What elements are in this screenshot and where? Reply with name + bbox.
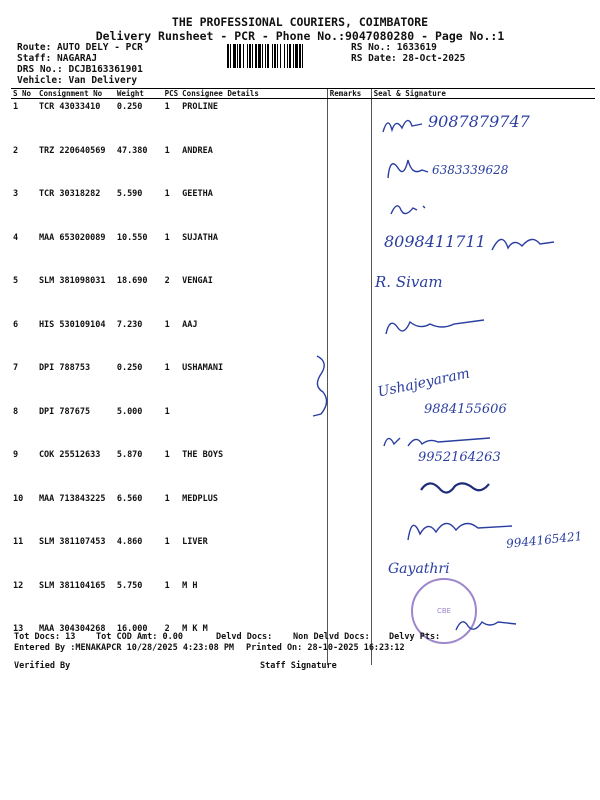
pcs: 1 [164,319,170,330]
pcs: 1 [164,363,170,373]
consignment-no: MAA 713843225 [38,493,106,504]
consignee: MEDPLUS [182,493,218,504]
handwritten-phone-8: 9884155606 [424,402,507,417]
staff-signature-label: Staff Signature [260,661,337,671]
table-row [11,447,595,491]
pcs: 1 [164,102,170,112]
signature-scribble-2 [382,150,432,184]
consignee: M K M [182,624,208,634]
remarks-cell [327,404,371,448]
remarks-cell [327,578,371,622]
verified-by-label: Verified By [14,661,71,671]
consignment-no: DPI 788753 [38,363,91,373]
pcs: 1 [164,580,170,591]
weight: 5.000 [116,406,143,417]
consignee: USHAMANI [182,363,224,373]
sno: 6 [13,319,19,330]
sno: 4 [13,232,19,243]
signature-scribble-11 [400,510,520,546]
handwritten-sign-13: Gayathri [388,561,450,577]
document-subtitle: Delivery Runsheet - PCR - Phone No.:9047080280 - Page No.:1 [95,29,505,43]
col-sno: S No [11,89,37,99]
sno: 1 [13,102,19,112]
weight: 5.590 [116,189,143,199]
weight: 6.560 [116,493,143,504]
barcode-image [227,44,345,68]
handwritten-phone-1: 9087879747 [428,112,530,131]
drs-number: DRS No.: DCJB163361901 [17,64,143,75]
handwritten-phone-2: 6383339628 [432,163,509,177]
consignment-no: SLM 381107453 [38,537,106,547]
col-weight: Weight [115,89,163,99]
consignment-no: MAA 653020089 [38,232,106,243]
rs-number: RS No.: 1633619 [351,42,437,53]
consignee: PROLINE [182,102,218,112]
pcs: 1 [164,493,170,504]
col-consignment: Consignment No [37,89,115,99]
remarks-cell [327,186,371,230]
document-title: THE PROFESSIONAL COURIERS, COIMBATORE [171,15,429,29]
staff-label: Staff: NAGARAJ [17,53,98,64]
table-row [11,317,595,361]
consignee: VENGAI [182,276,213,286]
consignee: M H [182,580,198,591]
handwritten-sign-5: R. Sivam [375,273,443,291]
printed-on: Printed On: 28-10-2025 16:23:12 [246,643,405,653]
remarks-cell [327,447,371,491]
remarks-cell [327,317,371,361]
weight: 0.250 [116,102,143,112]
pcs: 1 [164,406,170,417]
signature-scribble-9 [380,430,500,452]
remarks-cell [327,360,371,404]
consignee: THE BOYS [182,450,224,460]
signature-scribble-13 [452,612,522,636]
weight: 47.380 [116,145,148,156]
sno: 3 [13,189,19,199]
consignee: GEETHA [182,189,213,199]
consignment-no: DPI 787675 [38,406,91,417]
pcs: 1 [164,232,170,243]
remarks-cell [327,534,371,578]
consignee: AAJ [182,319,198,330]
sno: 9 [13,450,19,460]
weight: 5.870 [116,450,143,460]
consignment-no: TRZ 220640569 [38,145,106,156]
signature-scribble-4 [488,228,568,258]
non-delivered-docs: Non Delvd Docs: [293,632,370,642]
pcs: 1 [164,450,170,460]
total-cod-amount: Tot COD Amt: 0.00 [96,632,183,642]
pcs: 2 [164,276,170,286]
table-header-row [11,89,595,99]
handwritten-phone-11: 9944165421 [505,529,583,551]
weight: 4.860 [116,537,143,547]
consignment-no: SLM 381098031 [38,276,106,286]
consignment-no: COK 25512633 [38,450,101,460]
handwritten-sign-7: Ushajeyaram [376,365,472,401]
pcs: 2 [164,624,170,634]
delivered-docs: Delvd Docs: [216,632,273,642]
sno: 11 [13,537,24,547]
sno: 5 [13,276,19,286]
consignment-no: HIS 530109104 [38,319,106,330]
weight: 16.000 [116,624,148,634]
remarks-cell [327,273,371,317]
table-row [11,360,595,404]
consignment-no: TCR 30318282 [38,189,101,199]
sno: 2 [13,145,19,156]
delivery-points: Delvy Pts: [389,632,441,642]
rs-date: RS Date: 28-Oct-2025 [351,53,466,64]
signature-scribble-1 [378,110,428,140]
consignment-no: SLM 381104165 [38,580,106,591]
consignee: SUJATHA [182,232,218,243]
remarks-cell [327,99,371,143]
remark-scribble-7 [309,352,333,422]
pcs: 1 [164,145,170,156]
handwritten-phone-4: 8098411711 [384,232,486,251]
signature-scribble-3 [385,196,435,222]
consignee: LIVER [182,537,208,547]
col-consignee: Consignee Details [180,89,327,99]
company-seal-stamp: CBE [411,578,477,644]
sno: 12 [13,580,24,591]
consignment-no: TCR 43033410 [38,102,101,112]
table-row [11,186,595,230]
signature-scribble-10 [415,476,495,502]
col-pcs: PCS [164,89,179,98]
weight: 18.690 [116,276,148,286]
total-docs: Tot Docs: 13 [14,632,76,642]
remarks-cell [327,143,371,187]
pcs: 1 [164,537,170,547]
handwritten-phone-9: 9952164263 [418,450,501,465]
col-seal-signature: Seal & Signature [371,89,595,99]
consignee [180,404,327,448]
entered-by: Entered By :MENAKAPCR 10/28/2025 4:23:08 PM [14,643,235,653]
route-label: Route: AUTO DELY - PCR [17,42,143,53]
weight: 5.750 [116,580,143,591]
consignment-no: MAA 304304268 [38,624,106,634]
vehicle-label: Vehicle: Van Delivery [17,75,138,86]
weight: 7.230 [116,319,143,330]
weight: 10.550 [116,232,148,243]
pcs: 1 [164,189,170,199]
table-row [11,273,595,317]
sno: 7 [13,363,19,373]
table-row [11,404,595,448]
signature-scribble-6 [380,310,490,340]
sno: 10 [13,493,24,504]
weight: 0.250 [116,363,143,373]
consignee: ANDREA [182,145,213,156]
col-remarks: Remarks [327,89,371,99]
remarks-cell [327,230,371,274]
sno: 13 [13,624,24,634]
sno: 8 [13,406,19,417]
remarks-cell [327,491,371,535]
